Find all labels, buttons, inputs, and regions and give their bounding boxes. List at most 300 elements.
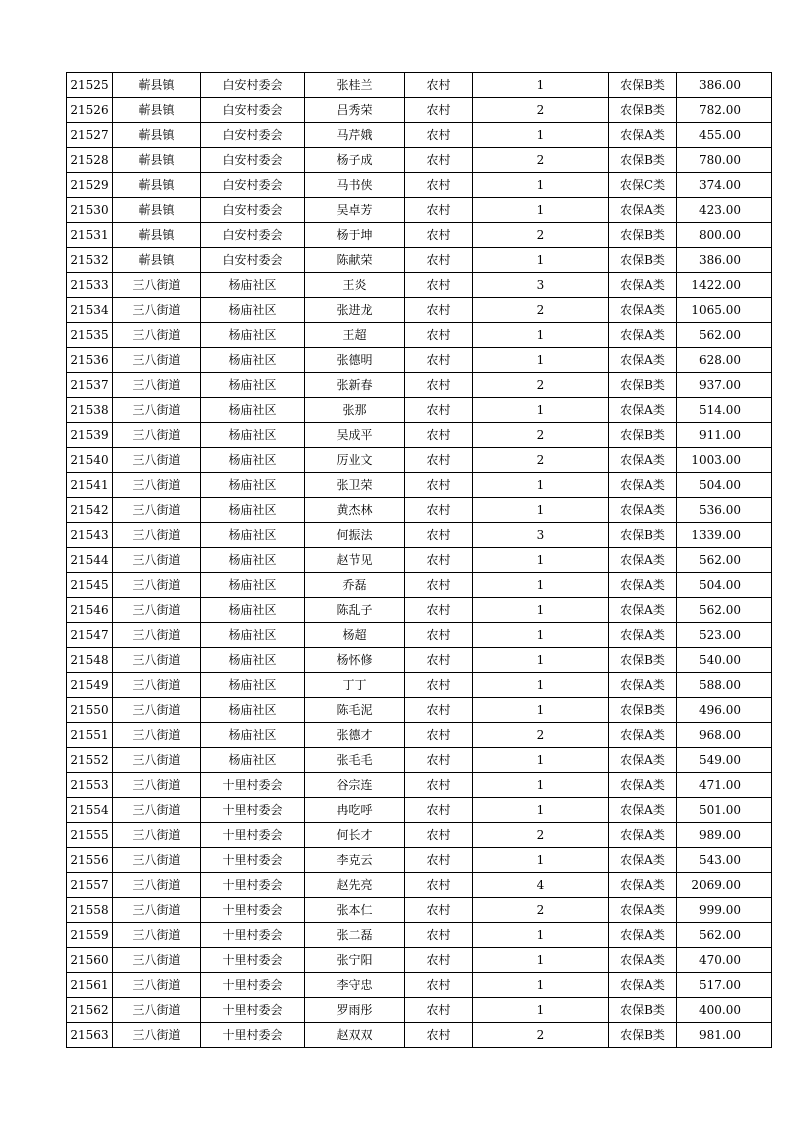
category-cell: 农保A类	[609, 973, 677, 998]
residence-type-cell: 农村	[405, 623, 473, 648]
record-id-cell: 21539	[67, 423, 113, 448]
category-cell: 农保A类	[609, 948, 677, 973]
category-cell: 农保B类	[609, 1023, 677, 1048]
record-id-cell: 21533	[67, 273, 113, 298]
residence-type-cell: 农村	[405, 598, 473, 623]
town-cell: 三八街道	[113, 623, 201, 648]
village-cell: 杨庙社区	[201, 748, 305, 773]
amount-cell: 562.00	[677, 923, 772, 948]
table-row	[67, 98, 772, 123]
residence-type-cell: 农村	[405, 773, 473, 798]
village-cell: 杨庙社区	[201, 548, 305, 573]
town-cell: 蕲县镇	[113, 248, 201, 273]
village-cell: 白安村委会	[201, 73, 305, 98]
category-cell: 农保B类	[609, 98, 677, 123]
village-cell: 杨庙社区	[201, 373, 305, 398]
town-cell: 蕲县镇	[113, 73, 201, 98]
category-cell: 农保A类	[609, 923, 677, 948]
table-row	[67, 123, 772, 148]
record-id-cell: 21526	[67, 98, 113, 123]
household-size-cell: 1	[473, 573, 609, 598]
benefit-table	[66, 72, 772, 1048]
name-cell: 赵双双	[305, 1023, 405, 1048]
name-cell: 杨超	[305, 623, 405, 648]
residence-type-cell: 农村	[405, 748, 473, 773]
village-cell: 杨庙社区	[201, 498, 305, 523]
table-row	[67, 948, 772, 973]
residence-type-cell: 农村	[405, 873, 473, 898]
amount-cell: 523.00	[677, 623, 772, 648]
category-cell: 农保B类	[609, 698, 677, 723]
category-cell: 农保A类	[609, 673, 677, 698]
record-id-cell: 21534	[67, 298, 113, 323]
category-cell: 农保A类	[609, 573, 677, 598]
household-size-cell: 2	[473, 1023, 609, 1048]
record-id-cell: 21563	[67, 1023, 113, 1048]
residence-type-cell: 农村	[405, 848, 473, 873]
village-cell: 杨庙社区	[201, 648, 305, 673]
household-size-cell: 1	[473, 673, 609, 698]
table-row	[67, 623, 772, 648]
residence-type-cell: 农村	[405, 948, 473, 973]
table-row	[67, 998, 772, 1023]
amount-cell: 471.00	[677, 773, 772, 798]
name-cell: 陈毛泥	[305, 698, 405, 723]
table-row	[67, 498, 772, 523]
table-body	[67, 73, 772, 1048]
town-cell: 蕲县镇	[113, 123, 201, 148]
town-cell: 三八街道	[113, 948, 201, 973]
village-cell: 杨庙社区	[201, 423, 305, 448]
town-cell: 三八街道	[113, 748, 201, 773]
household-size-cell: 2	[473, 98, 609, 123]
village-cell: 杨庙社区	[201, 323, 305, 348]
record-id-cell: 21546	[67, 598, 113, 623]
residence-type-cell: 农村	[405, 323, 473, 348]
table-row	[67, 548, 772, 573]
record-id-cell: 21540	[67, 448, 113, 473]
category-cell: 农保A类	[609, 123, 677, 148]
category-cell: 农保A类	[609, 198, 677, 223]
town-cell: 蕲县镇	[113, 148, 201, 173]
record-id-cell: 21551	[67, 723, 113, 748]
town-cell: 三八街道	[113, 923, 201, 948]
amount-cell: 517.00	[677, 973, 772, 998]
household-size-cell: 1	[473, 648, 609, 673]
household-size-cell: 1	[473, 73, 609, 98]
table-row	[67, 373, 772, 398]
table-row	[67, 723, 772, 748]
residence-type-cell: 农村	[405, 498, 473, 523]
residence-type-cell: 农村	[405, 198, 473, 223]
category-cell: 农保A类	[609, 298, 677, 323]
household-size-cell: 1	[473, 973, 609, 998]
amount-cell: 2069.00	[677, 873, 772, 898]
village-cell: 杨庙社区	[201, 298, 305, 323]
village-cell: 杨庙社区	[201, 598, 305, 623]
town-cell: 三八街道	[113, 548, 201, 573]
record-id-cell: 21555	[67, 823, 113, 848]
town-cell: 三八街道	[113, 873, 201, 898]
record-id-cell: 21544	[67, 548, 113, 573]
name-cell: 张本仁	[305, 898, 405, 923]
name-cell: 冉吃呼	[305, 798, 405, 823]
household-size-cell: 1	[473, 248, 609, 273]
household-size-cell: 1	[473, 498, 609, 523]
amount-cell: 981.00	[677, 1023, 772, 1048]
household-size-cell: 1	[473, 773, 609, 798]
table-row	[67, 198, 772, 223]
residence-type-cell: 农村	[405, 473, 473, 498]
town-cell: 三八街道	[113, 648, 201, 673]
residence-type-cell: 农村	[405, 1023, 473, 1048]
amount-cell: 540.00	[677, 648, 772, 673]
town-cell: 三八街道	[113, 523, 201, 548]
name-cell: 李克云	[305, 848, 405, 873]
table-row	[67, 748, 772, 773]
residence-type-cell: 农村	[405, 398, 473, 423]
amount-cell: 911.00	[677, 423, 772, 448]
category-cell: 农保B类	[609, 73, 677, 98]
category-cell: 农保A类	[609, 898, 677, 923]
village-cell: 白安村委会	[201, 123, 305, 148]
household-size-cell: 1	[473, 998, 609, 1023]
village-cell: 杨庙社区	[201, 573, 305, 598]
town-cell: 三八街道	[113, 423, 201, 448]
household-size-cell: 2	[473, 223, 609, 248]
record-id-cell: 21562	[67, 998, 113, 1023]
town-cell: 三八街道	[113, 998, 201, 1023]
town-cell: 三八街道	[113, 323, 201, 348]
category-cell: 农保B类	[609, 373, 677, 398]
category-cell: 农保A类	[609, 398, 677, 423]
name-cell: 赵节见	[305, 548, 405, 573]
table-row	[67, 648, 772, 673]
record-id-cell: 21561	[67, 973, 113, 998]
category-cell: 农保A类	[609, 873, 677, 898]
name-cell: 马书侠	[305, 173, 405, 198]
table-row	[67, 1023, 772, 1048]
table-row	[67, 573, 772, 598]
table-row	[67, 673, 772, 698]
village-cell: 十里村委会	[201, 823, 305, 848]
amount-cell: 1065.00	[677, 298, 772, 323]
town-cell: 三八街道	[113, 573, 201, 598]
town-cell: 三八街道	[113, 348, 201, 373]
village-cell: 十里村委会	[201, 948, 305, 973]
amount-cell: 504.00	[677, 573, 772, 598]
record-id-cell: 21559	[67, 923, 113, 948]
town-cell: 三八街道	[113, 698, 201, 723]
residence-type-cell: 农村	[405, 298, 473, 323]
record-id-cell: 21545	[67, 573, 113, 598]
amount-cell: 800.00	[677, 223, 772, 248]
household-size-cell: 1	[473, 848, 609, 873]
amount-cell: 386.00	[677, 248, 772, 273]
record-id-cell: 21535	[67, 323, 113, 348]
village-cell: 杨庙社区	[201, 523, 305, 548]
amount-cell: 400.00	[677, 998, 772, 1023]
town-cell: 三八街道	[113, 673, 201, 698]
amount-cell: 562.00	[677, 323, 772, 348]
amount-cell: 937.00	[677, 373, 772, 398]
residence-type-cell: 农村	[405, 923, 473, 948]
table-row	[67, 873, 772, 898]
table-row	[67, 898, 772, 923]
town-cell: 三八街道	[113, 898, 201, 923]
amount-cell: 536.00	[677, 498, 772, 523]
household-size-cell: 1	[473, 348, 609, 373]
residence-type-cell: 农村	[405, 648, 473, 673]
category-cell: 农保A类	[609, 723, 677, 748]
amount-cell: 782.00	[677, 98, 772, 123]
table-row	[67, 248, 772, 273]
residence-type-cell: 农村	[405, 248, 473, 273]
name-cell: 丁丁	[305, 673, 405, 698]
household-size-cell: 1	[473, 548, 609, 573]
table-row	[67, 423, 772, 448]
name-cell: 张宁阳	[305, 948, 405, 973]
category-cell: 农保B类	[609, 148, 677, 173]
town-cell: 三八街道	[113, 448, 201, 473]
category-cell: 农保B类	[609, 523, 677, 548]
amount-cell: 543.00	[677, 848, 772, 873]
household-size-cell: 1	[473, 473, 609, 498]
name-cell: 张二磊	[305, 923, 405, 948]
village-cell: 杨庙社区	[201, 623, 305, 648]
record-id-cell: 21554	[67, 798, 113, 823]
village-cell: 杨庙社区	[201, 448, 305, 473]
table-row	[67, 973, 772, 998]
name-cell: 吕秀荣	[305, 98, 405, 123]
record-id-cell: 21527	[67, 123, 113, 148]
village-cell: 十里村委会	[201, 873, 305, 898]
village-cell: 杨庙社区	[201, 348, 305, 373]
name-cell: 张卫荣	[305, 473, 405, 498]
name-cell: 王超	[305, 323, 405, 348]
name-cell: 乔磊	[305, 573, 405, 598]
household-size-cell: 1	[473, 798, 609, 823]
village-cell: 杨庙社区	[201, 473, 305, 498]
record-id-cell: 21531	[67, 223, 113, 248]
name-cell: 张那	[305, 398, 405, 423]
amount-cell: 562.00	[677, 548, 772, 573]
town-cell: 三八街道	[113, 773, 201, 798]
table-row	[67, 398, 772, 423]
amount-cell: 780.00	[677, 148, 772, 173]
table-row	[67, 823, 772, 848]
amount-cell: 470.00	[677, 948, 772, 973]
category-cell: 农保B类	[609, 223, 677, 248]
amount-cell: 999.00	[677, 898, 772, 923]
record-id-cell: 21553	[67, 773, 113, 798]
record-id-cell: 21541	[67, 473, 113, 498]
name-cell: 张德才	[305, 723, 405, 748]
household-size-cell: 2	[473, 148, 609, 173]
village-cell: 十里村委会	[201, 798, 305, 823]
table-row	[67, 773, 772, 798]
village-cell: 白安村委会	[201, 248, 305, 273]
record-id-cell: 21532	[67, 248, 113, 273]
household-size-cell: 1	[473, 198, 609, 223]
name-cell: 厉业文	[305, 448, 405, 473]
household-size-cell: 1	[473, 948, 609, 973]
amount-cell: 1003.00	[677, 448, 772, 473]
category-cell: 农保A类	[609, 823, 677, 848]
town-cell: 三八街道	[113, 848, 201, 873]
village-cell: 杨庙社区	[201, 698, 305, 723]
table-row	[67, 698, 772, 723]
category-cell: 农保A类	[609, 773, 677, 798]
name-cell: 陈乱子	[305, 598, 405, 623]
category-cell: 农保A类	[609, 748, 677, 773]
village-cell: 白安村委会	[201, 148, 305, 173]
category-cell: 农保A类	[609, 473, 677, 498]
town-cell: 三八街道	[113, 373, 201, 398]
town-cell: 三八街道	[113, 398, 201, 423]
household-size-cell: 2	[473, 423, 609, 448]
amount-cell: 374.00	[677, 173, 772, 198]
name-cell: 何长才	[305, 823, 405, 848]
village-cell: 十里村委会	[201, 773, 305, 798]
household-size-cell: 3	[473, 273, 609, 298]
household-size-cell: 1	[473, 323, 609, 348]
residence-type-cell: 农村	[405, 148, 473, 173]
household-size-cell: 2	[473, 298, 609, 323]
household-size-cell: 2	[473, 448, 609, 473]
residence-type-cell: 农村	[405, 823, 473, 848]
record-id-cell: 21548	[67, 648, 113, 673]
town-cell: 三八街道	[113, 273, 201, 298]
town-cell: 三八街道	[113, 298, 201, 323]
town-cell: 蕲县镇	[113, 198, 201, 223]
name-cell: 杨子成	[305, 148, 405, 173]
household-size-cell: 1	[473, 698, 609, 723]
residence-type-cell: 农村	[405, 698, 473, 723]
household-size-cell: 1	[473, 923, 609, 948]
town-cell: 三八街道	[113, 823, 201, 848]
household-size-cell: 2	[473, 373, 609, 398]
table-row	[67, 298, 772, 323]
record-id-cell: 21550	[67, 698, 113, 723]
household-size-cell: 1	[473, 173, 609, 198]
village-cell: 白安村委会	[201, 198, 305, 223]
record-id-cell: 21558	[67, 898, 113, 923]
village-cell: 十里村委会	[201, 973, 305, 998]
amount-cell: 562.00	[677, 598, 772, 623]
village-cell: 杨庙社区	[201, 273, 305, 298]
town-cell: 三八街道	[113, 598, 201, 623]
category-cell: 农保A类	[609, 598, 677, 623]
residence-type-cell: 农村	[405, 898, 473, 923]
record-id-cell: 21537	[67, 373, 113, 398]
town-cell: 蕲县镇	[113, 223, 201, 248]
table-row	[67, 598, 772, 623]
name-cell: 何振法	[305, 523, 405, 548]
name-cell: 张德明	[305, 348, 405, 373]
residence-type-cell: 农村	[405, 998, 473, 1023]
town-cell: 三八街道	[113, 723, 201, 748]
amount-cell: 968.00	[677, 723, 772, 748]
name-cell: 李守忠	[305, 973, 405, 998]
category-cell: 农保A类	[609, 623, 677, 648]
table-row	[67, 848, 772, 873]
town-cell: 三八街道	[113, 798, 201, 823]
table-row	[67, 148, 772, 173]
amount-cell: 423.00	[677, 198, 772, 223]
residence-type-cell: 农村	[405, 223, 473, 248]
household-size-cell: 1	[473, 623, 609, 648]
amount-cell: 386.00	[677, 73, 772, 98]
residence-type-cell: 农村	[405, 973, 473, 998]
category-cell: 农保A类	[609, 498, 677, 523]
record-id-cell: 21543	[67, 523, 113, 548]
name-cell: 黄杰林	[305, 498, 405, 523]
residence-type-cell: 农村	[405, 98, 473, 123]
village-cell: 十里村委会	[201, 898, 305, 923]
record-id-cell: 21556	[67, 848, 113, 873]
residence-type-cell: 农村	[405, 723, 473, 748]
amount-cell: 989.00	[677, 823, 772, 848]
village-cell: 十里村委会	[201, 848, 305, 873]
amount-cell: 549.00	[677, 748, 772, 773]
record-id-cell: 21547	[67, 623, 113, 648]
category-cell: 农保B类	[609, 423, 677, 448]
village-cell: 白安村委会	[201, 173, 305, 198]
residence-type-cell: 农村	[405, 448, 473, 473]
village-cell: 杨庙社区	[201, 398, 305, 423]
town-cell: 蕲县镇	[113, 98, 201, 123]
name-cell: 罗雨彤	[305, 998, 405, 1023]
table-row	[67, 523, 772, 548]
name-cell: 吴成平	[305, 423, 405, 448]
record-id-cell: 21560	[67, 948, 113, 973]
amount-cell: 501.00	[677, 798, 772, 823]
name-cell: 杨于坤	[305, 223, 405, 248]
name-cell: 谷宗连	[305, 773, 405, 798]
amount-cell: 455.00	[677, 123, 772, 148]
name-cell: 马芹娥	[305, 123, 405, 148]
village-cell: 十里村委会	[201, 923, 305, 948]
household-size-cell: 2	[473, 723, 609, 748]
household-size-cell: 1	[473, 748, 609, 773]
amount-cell: 504.00	[677, 473, 772, 498]
table-row	[67, 798, 772, 823]
record-id-cell: 21529	[67, 173, 113, 198]
amount-cell: 514.00	[677, 398, 772, 423]
village-cell: 杨庙社区	[201, 673, 305, 698]
name-cell: 陈献荣	[305, 248, 405, 273]
town-cell: 三八街道	[113, 473, 201, 498]
household-size-cell: 1	[473, 598, 609, 623]
table-row	[67, 223, 772, 248]
record-id-cell: 21549	[67, 673, 113, 698]
table-row	[67, 173, 772, 198]
town-cell: 蕲县镇	[113, 173, 201, 198]
record-id-cell: 21542	[67, 498, 113, 523]
record-id-cell: 21552	[67, 748, 113, 773]
residence-type-cell: 农村	[405, 573, 473, 598]
household-size-cell: 2	[473, 898, 609, 923]
residence-type-cell: 农村	[405, 273, 473, 298]
household-size-cell: 2	[473, 823, 609, 848]
amount-cell: 628.00	[677, 348, 772, 373]
household-size-cell: 3	[473, 523, 609, 548]
table-row	[67, 323, 772, 348]
household-size-cell: 1	[473, 398, 609, 423]
table-row	[67, 448, 772, 473]
amount-cell: 496.00	[677, 698, 772, 723]
